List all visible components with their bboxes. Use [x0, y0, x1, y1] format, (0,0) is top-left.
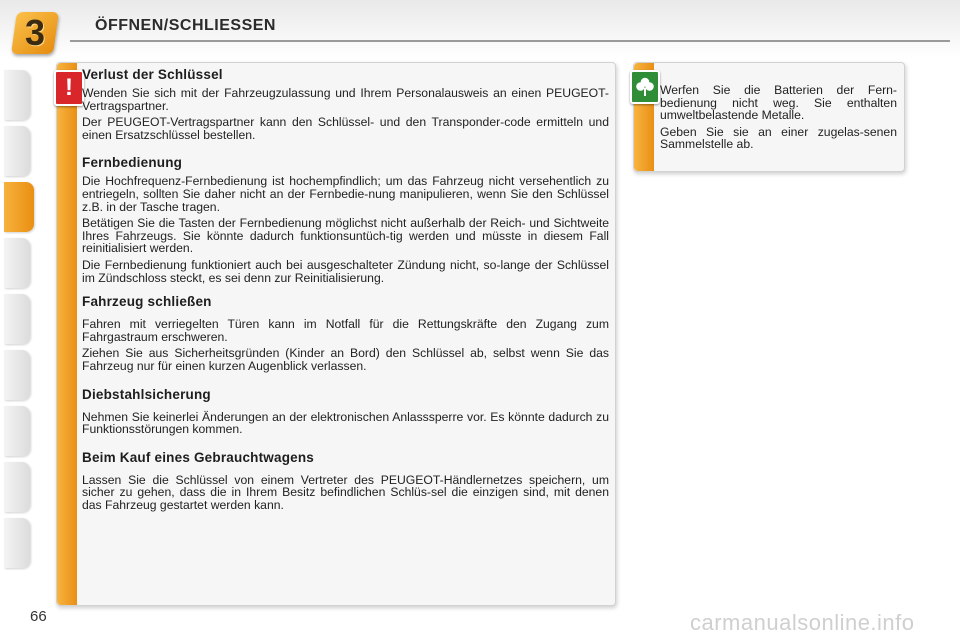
chapter-badge: [11, 12, 59, 54]
paragraph: Wenden Sie sich mit der Fahrzeugzulassung und Ihrem Personalausweis an einen PEUGEOT-Vertragspartner.: [82, 86, 609, 113]
exclamation-icon: !: [54, 70, 84, 106]
chapter-tab-2[interactable]: [4, 126, 30, 176]
panel-accent-bar: [57, 63, 77, 605]
paragraph: Die Fernbedienung funktioniert auch bei ausgeschalteter Zündung nicht, so-lange der Schlüssel im Zündschloss steckt, es sei denn zur Reinitialisierung.: [82, 257, 609, 285]
chapter-tab-6[interactable]: [4, 350, 30, 400]
paragraph: Fahren mit verriegelten Türen kann im Notfall für die Rettungskräfte den Zugang zum Fahrgastraum erschweren.: [82, 317, 609, 344]
section-heading-used-car: Beim Kauf eines Gebrauchtwagens: [82, 449, 315, 465]
section-heading-lost-keys: Verlust der Schlüssel: [82, 67, 223, 82]
chapter-tab-1[interactable]: [4, 70, 30, 120]
paragraph: Geben Sie sie an einer zugelas-senen Sammelstelle ab.: [660, 124, 897, 152]
clover-icon: [630, 70, 660, 104]
chapter-number: 3: [24, 12, 46, 53]
paragraph: Die Hochfrequenz-Fernbedienung ist hochempfindlich; um das Fahrzeug nicht versehentlich zu entriegeln, sollten Sie daher nicht an der Fernbedie-nung manipulieren, wenn Sie den Schlüssel z.B. in der Tasche tragen.: [82, 174, 609, 214]
chapter-tab-9[interactable]: [4, 518, 30, 568]
environment-content: [660, 84, 897, 155]
chapter-tab-5[interactable]: [4, 294, 30, 344]
section-heading-remote-control: Fernbedienung: [82, 155, 183, 171]
page-number: 66: [30, 608, 47, 625]
paragraph: Nehmen Sie keinerlei Änderungen an der elektronischen Anlasssperre vor. Es könnte dadurch zu Funktionsstörungen kommen.: [82, 409, 609, 437]
page-title: ÖFFNEN/SCHLIESSEN: [95, 17, 276, 34]
paragraph: Werfen Sie die Batterien der Fern-bedienung nicht weg. Sie enthalten umweltbelastende Metalle.: [660, 83, 897, 123]
header-rule: [70, 40, 950, 42]
paragraph: Ziehen Sie aus Sicherheitsgründen (Kinder an Bord) den Schlüssel ab, selbst wenn Sie das Fahrzeug nur für einen kurzen Augenblick verlassen.: [82, 346, 609, 373]
section-heading-locking-vehicle: Fahrzeug schließen: [82, 294, 212, 310]
warning-content: [82, 67, 609, 515]
paragraph: Der PEUGEOT-Vertragspartner kann den Schlüssel- und den Transponder-code ermitteln und einen Ersatzschlüssel bestellen.: [82, 115, 609, 142]
section-heading-anti-theft: Diebstahlsicherung: [82, 386, 211, 402]
chapter-tab-7[interactable]: [4, 406, 30, 456]
paragraph: Betätigen Sie die Tasten der Fernbedienung möglichst nicht außerhalb der Reich- und Sichtweite Ihres Fahrzeugs. Sie könnte dadurch funktionsuntüch-tig werden und müsste in diesem Fall reinitialisiert werden.: [82, 216, 609, 256]
chapter-tab-8[interactable]: [4, 462, 30, 512]
paragraph: Lassen Sie die Schlüssel von einem Vertreter des PEUGEOT-Händlernetzes speichern, um sicher zu gehen, dass die in Ihrem Besitz befindlichen Schlüs-sel die einzigen sind, mit denen das Fahrzeug gestartet werden kann.: [82, 472, 609, 512]
watermark: carmanualsonline.info: [690, 610, 915, 635]
chapter-tab-3-active[interactable]: [4, 182, 34, 232]
chapter-tab-4[interactable]: [4, 238, 30, 288]
chapter-tabs: [0, 60, 36, 580]
